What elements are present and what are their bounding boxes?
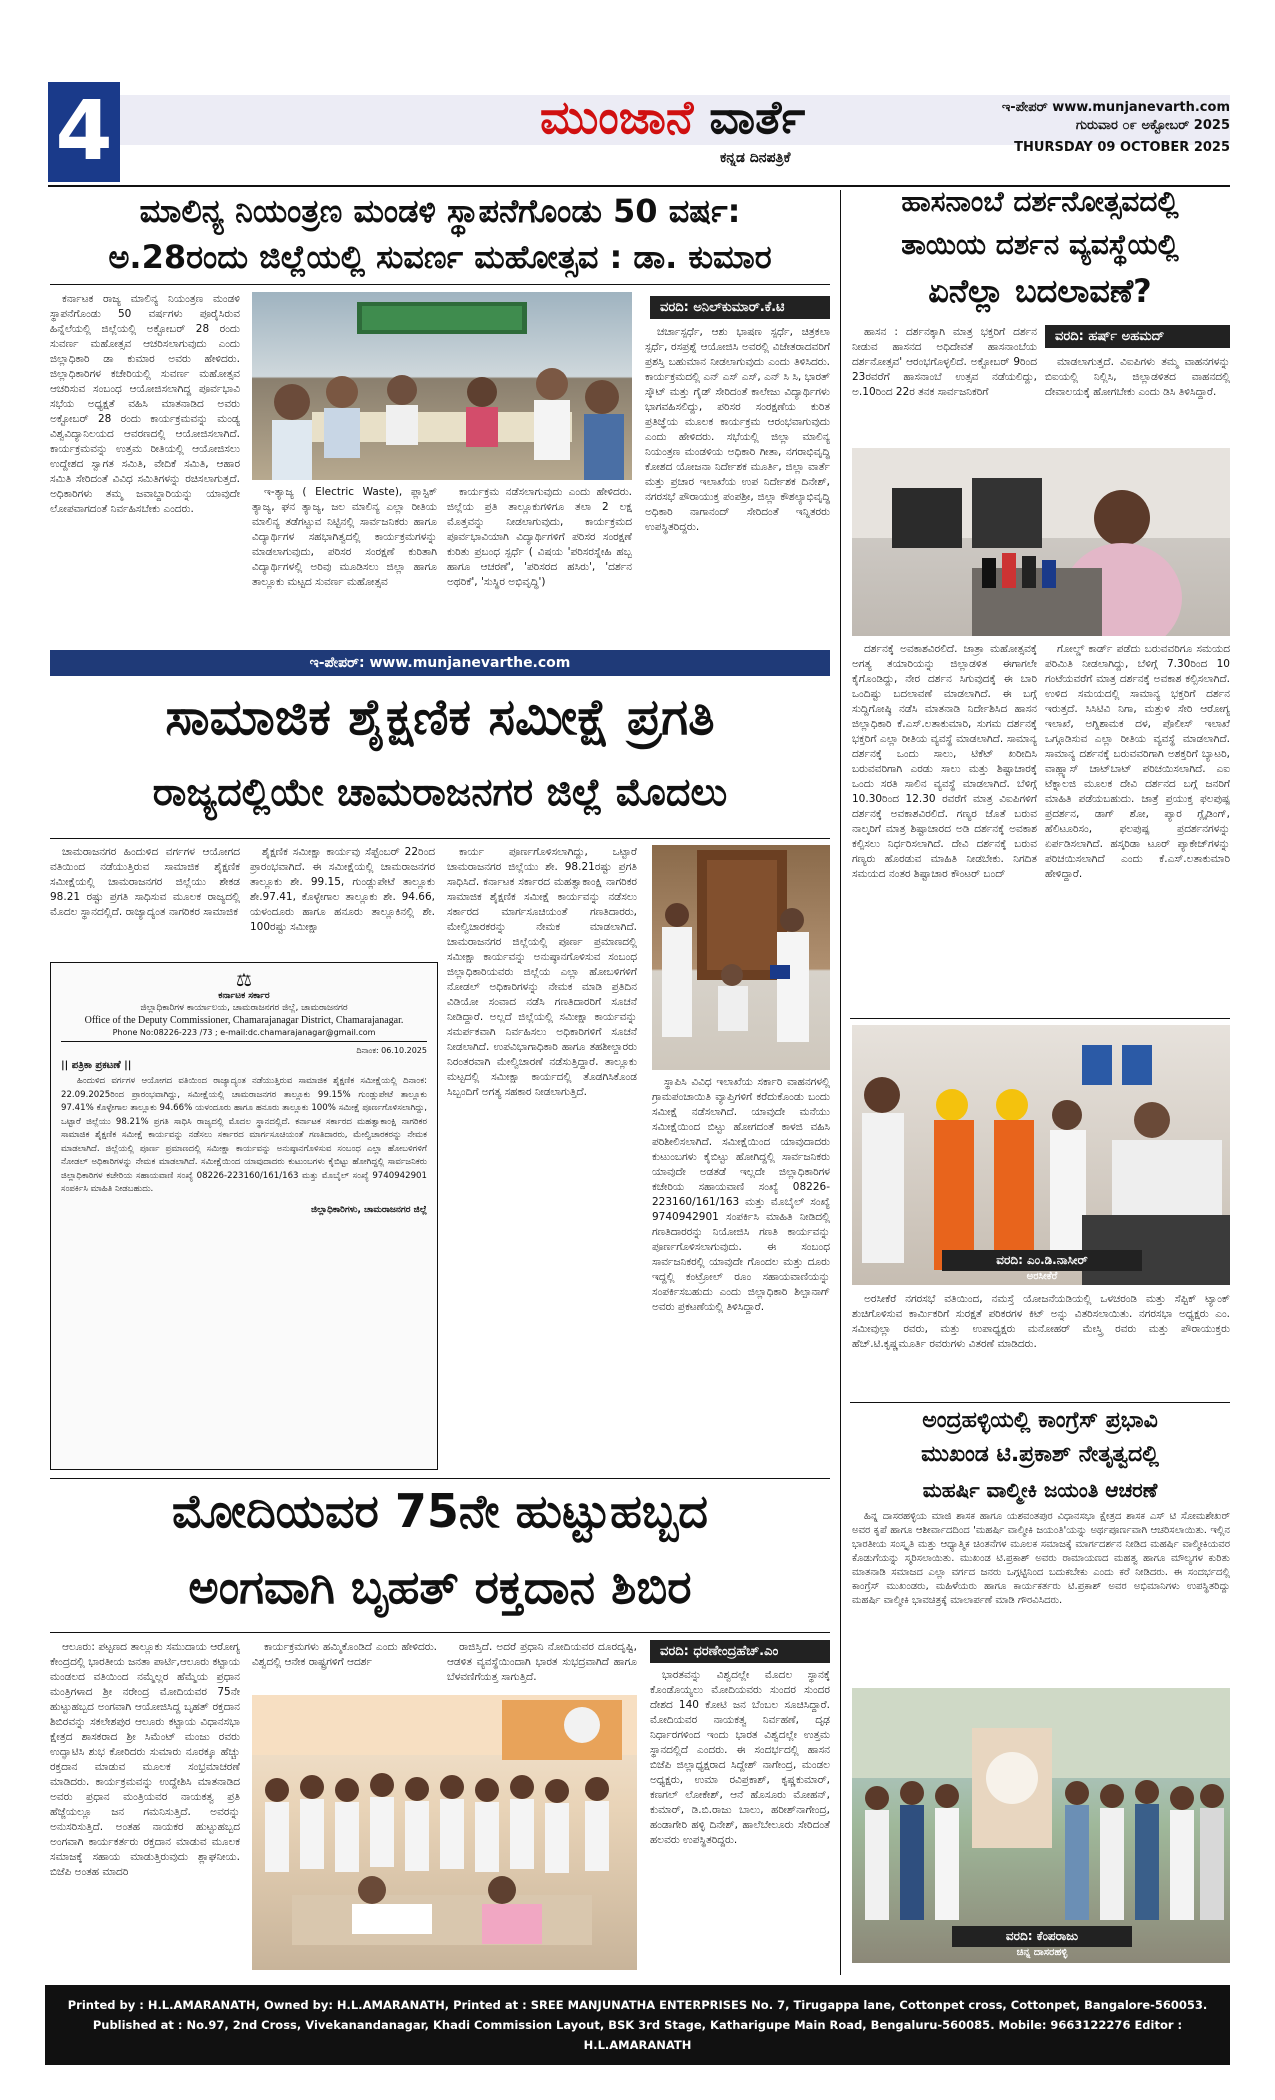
doc-date: ದಿನಾಂಕ: 06.10.2025 [356,1046,427,1055]
article3-headline-line1: ಸಾಮಾಜಿಕ ಶೈಕ್ಷಣಿಕ ಸಮೀಕ್ಷೆ ಪ್ರಗತಿ [165,688,715,746]
article6-headline-line1: ಅಂದ್ರಹಳ್ಳಿಯಲ್ಲಿ ಕಾಂಗ್ರೆಸ್ ಪ್ರಭಾವಿ [922,1408,1158,1433]
article5-col2 [252,1640,437,1690]
press-conference-scene-icon [852,448,1230,636]
article4-body [852,1292,1230,1400]
masthead-tagline: ಕನ್ನಡ ದಿನಪತ್ರಿಕೆ [720,150,791,166]
doc-title: || ಪತ್ರಿಕಾ ಪ್ರಕಟಣೆ || [61,1060,132,1071]
article6-photo-caption [952,1926,1132,1947]
epaper-strip: ಇ-ಪೇಪರ್: www.munjanevarthe.com [50,650,830,676]
page-number: 4 [55,84,113,179]
article3-press-release [50,962,438,1470]
article4-photo-caption [942,1250,1142,1271]
article1-col4-text: ಚರ್ಚಾಸ್ಪರ್ಧೆ, ಆಶು ಭಾಷಣ ಸ್ಪರ್ಧೆ, ಚಿತ್ರಕಲಾ ಸ್ಪರ್ಧೆ, ರಸಪ್ರಶ್ನೆ ಆಯೋಜಿಸಿ ಅವರಲ್ಲಿ ವಿಜೇತರಾದವರಿಗೆ ಪ್ರಶಸ್ತಿ ಬಹುಮಾನ ನೀಡಲಾಗುವುದು ಎಂದು ತಿಳಿಸಿದರು. ಕಾರ್ಯಕ್ರಮದಲ್ಲಿ ಎನ್ ಎಸ್ ಎಸ್, ಎನ್ ಸಿ ಸಿ, ಭಾರತ್ ಸ್ಕೌಟ್ ಮತ್ತು ಗೈಡ್ ಸೇರಿದಂತೆ ಕಾಲೇಜು ವಿದ್ಯಾರ್ಥಿಗಳು ಭಾಗವಹಿಸಲಿದ್ದು, ಪರಿಸರ ಸಂರಕ್ಷಣೆಯ ಕುರಿತ ಪ್ರತಿಜ್ಞೆಯ ಮೂಲಕ ಕಾರ್ಯಕ್ರಮ ಆರಂಭವಾಗುವುದು ಎಂದು ಹೇಳಿದರು. ಸಭೆಯಲ್ಲಿ ಜಿಲ್ಲಾ ಮಾಲಿನ್ಯ ನಿಯಂತ್ರಣ ಮಂಡಳಿಯ ಅಧಿಕಾರಿ ಗೀತಾ, ನಗರಾಭಿವೃದ್ಧಿ ಕೋಶದ ಯೋಜನಾ ನಿರ್ದೇಶಕ ಮೂರ್ತಿ, ಜಿಲ್ಲಾ ವಾರ್ತೆ ಮತ್ತು ಪ್ರಚಾರ ಇಲಾಖೆಯ ಉಪ ನಿರ್ದೇಶಕ ದಿನೇಶ್, ನಗರಸಭೆ ಪೌರಾಯುಕ್ತ ಪಂಪಶ್ರೀ, ಜಿಲ್ಲಾ ಕೌಶಲ್ಯಾಭಿವೃದ್ಧಿ ಅಧಿಕಾರಿ ನಾಗಾನಂದ್ ಸೇರಿದಂತೆ ಇನ್ನಿತರರು ಉಪಸ್ಥಿತರಿದ್ದರು. [645,326,830,533]
article3-survey-photo [652,845,830,1070]
article5-byline: ವರದಿ: ಧರಣೇಂದ್ರಹೆಚ್.ಎಂ [650,1640,830,1663]
article3-col4 [652,1075,830,1475]
right-column-divider [840,190,841,1975]
article1-col3-text: ಕಾರ್ಯಕ್ರಮ ನಡೆಸಲಾಗುವುದು ಎಂದು ಹೇಳಿದರು. ಜಿಲ್ಲೆಯ ಪ್ರತಿ ತಾಲ್ಲೂಕುಗಳಿಗೂ ತಲಾ 2 ಲಕ್ಷ ಮೊತ್ತವನ್ನು ನೀಡಲಾಗುವುದು, ಕಾರ್ಯಕ್ರಮದ ಪೂರ್ವಭಾವಿಯಾಗಿ ವಿದ್ಯಾರ್ಥಿಗಳಿಗೆ ಪರಿಸರ ಸಂರಕ್ಷಣೆ ಕುರಿತು ಪ್ರಬಂಧ ಸ್ಪರ್ಧೆ ( ವಿಷಯ 'ಪರಿಸರಸ್ನೇಹಿ ಹಬ್ಬ ಹಾಗೂ ಆಚರಣೆ', 'ಪರಿಸರದ ಹಸಿರು', 'ದರ್ಶನ ಅಥರಿಕೆ', 'ಸುಸ್ಥಿರ ಅಭಿವೃದ್ಧಿ') [447,486,632,588]
article3-col3-text: ಕಾರ್ಯ ಪೂರ್ಣಗೊಳಿಸಲಾಗಿದ್ದು, ಒಟ್ಟಾರೆ ಚಾಮರಾಜನಗರ ಜಿಲ್ಲೆಯು ಶೇ. 98.21ರಷ್ಟು ಪ್ರಗತಿ ಸಾಧಿಸಿದೆ. ಕರ್ನಾಟಕ ಸರ್ಕಾರದ ಮಹತ್ವಾಕಾಂಕ್ಷಿ ನಾಗರಿಕರ ಸಾಮಾಜಿಕ ಶೈಕ್ಷಣಿಕ ಸಮೀಕ್ಷೆ ಕಾರ್ಯವನ್ನು ನಡೆಸಲು ಸರ್ಕಾರದ ಮಾರ್ಗಸೂಚಿಯಂತೆ ಗಣತಿದಾರರು, ಮೇಲ್ವಿಚಾರಕರನ್ನು ನೇಮಕ ಮಾಡಲಾಗಿದೆ. ಚಾಮರಾಜನಗರ ಜಿಲ್ಲೆಯಲ್ಲಿ ಪೂರ್ಣ ಪ್ರಮಾಣದಲ್ಲಿ ಸಮೀಕ್ಷಾ ಕಾರ್ಯವನ್ನು ಅನುಷ್ಠಾನಗೊಳಿಸುವ ಸಂಬಂಧ ಜಿಲ್ಲಾಧಿಕಾರಿಯವರು ಜಿಲ್ಲೆಯ ಎಲ್ಲಾ ಹೋಬಳಿಗಳಿಗೆ ನೋಡಲ್ ಅಧಿಕಾರಿಗಳನ್ನು ನೇಮಕ ಮಾಡಿ ಪ್ರತಿದಿನ ವಿಡಿಯೋ ಸಂವಾದ ನಡೆಸಿ ಗಣತಿದಾರರಿಗೆ ಸೂಚನೆ ನೀಡಿದ್ದಾರೆ. ಅಲ್ಲದೆ ಜಿಲ್ಲೆಯಲ್ಲಿ ಸಮೀಕ್ಷಾ ಕಾರ್ಯವನ್ನು ಸಮರ್ಪಕವಾಗಿ ನಿರ್ವಹಿಸಲು ಅಧಿಕಾರಿಗಳಿಗೆ ಸೂಚನೆ ನೀಡಲಾಗಿದೆ. ಉಪವಿಭಾಗಾಧಿಕಾರಿ ಹಾಗೂ ತಹಶೀಲ್ದಾರರು ನಿರಂತರವಾಗಿ ಮೇಲ್ವಿಚಾರಣೆ ನಡೆಸುತ್ತಿದ್ದಾರೆ. ತಾಲ್ಲೂಕು ಮಟ್ಟದಲ್ಲಿ ಸಮೀಕ್ಷಾ ಕಾರ್ಯದಲ್ಲಿ ತೊಡಗಿಸಿಕೊಂಡ ಸಿಬ್ಬಂದಿಗೆ ಅಗತ್ಯ ಸಹಕಾರ ನೀಡಲಾಗುತ್ತಿದೆ. [447,846,637,1098]
safety-kit-scene-icon [852,1025,1230,1285]
article2-intro-left [852,325,1037,445]
article3-col1-text: ಚಾಮರಾಜನಗರ ಹಿಂದುಳಿದ ವರ್ಗಗಳ ಆಯೋಗದ ವತಿಯಿಂದ ನಡೆಯುತ್ತಿರುವ ಸಾಮಾಜಿಕ ಶೈಕ್ಷಣಿಕ ಸಮೀಕ್ಷೆಯಲ್ಲಿ ಚಾಮರಾಜನಗರ ಜಿಲ್ಲೆಯು ಶೇಕಡ 98.21 ರಷ್ಟು ಪ್ರಗತಿ ಸಾಧಿಸುವ ಮೂಲಕ ರಾಜ್ಯದಲ್ಲಿ ಮೊದಲ ಸ್ಥಾನದಲ್ಲಿದೆ. ರಾಜ್ಯಾದ್ಯಂತ ನಾಗರಿಕರ ಸಾಮಾಜಿಕ [50,846,240,918]
article4-end-rule [850,1402,1230,1403]
article6-headline-line2: ಮುಖಂಡ ಟಿ.ಪ್ರಕಾಶ್ ನೇತೃತ್ವದಲ್ಲಿ [921,1442,1159,1467]
valmiki-celebration-scene-icon [852,1688,1230,1963]
article6-body-text: ಹಿನ್ನ ದಾಸರಹಳ್ಳಿಯ ಮಾಜಿ ಶಾಸಕ ಹಾಗೂ ಯಶವಂತಪುರ ವಿಧಾನಸಭಾ ಕ್ಷೇತ್ರದ ಶಾಸಕ ಎಸ್ ಟಿ ಸೋಮಶೇಖರ್ ಅವರ ಕೃಪೆ ಹಾಗೂ ಆಶೀರ್ವಾದದಿಂದ 'ಮಹರ್ಷಿ ವಾಲ್ಮೀಕಿ ಜಯಂತಿ'ಯನ್ನು ಅರ್ಥಪೂರ್ಣವಾಗಿ ಆಚರಿಸಲಾಯಿತು. ಇಲ್ಲಿನ ಭಾರತೀಯ ಸಂಸ್ಕೃತಿ ಮತ್ತು ಆಧ್ಯಾತ್ಮಿಕ ಚಿಂತನೆಗಳ ಮೂಲಕ ಸಮಾಜಕ್ಕೆ ಮಾರ್ಗದರ್ಶನ ನೀಡಿದ ಮಹರ್ಷಿ ವಾಲ್ಮೀಕಿಯವರ ಕೊಡುಗೆಯನ್ನು ಸ್ಮರಿಸಲಾಯಿತು. ಮುಖಂಡ ಟಿ.ಪ್ರಕಾಶ್ ಅವರು ರಾಮಾಯಣದ ಮಹತ್ವ ಹಾಗೂ ಮೌಲ್ಯಗಳ ಕುರಿತು ಮಾತನಾಡಿ ಸಮಾಜದ ಎಲ್ಲಾ ವರ್ಗದ ಜನರು ಒಗ್ಗಟ್ಟಿನಿಂದ ಬದುಕಬೇಕು ಎಂದು ಕರೆ ನೀಡಿದರು. ಈ ಸಂದರ್ಭದಲ್ಲಿ ಕಾಂಗ್ರೆಸ್ ಮುಖಂಡರು, ಮಹಿಳೆಯರು ಹಾಗೂ ಕಾರ್ಯಕರ್ತರು ಟಿ.ಪ್ರಕಾಶ್ ಅವರ ಅಭಿಮಾನಿಗಳು ಉಪಸ್ಥಿತರಿದ್ದು ಮಹರ್ಷಿ ವಾಲ್ಮೀಕಿ ಭಾವಚಿತ್ರಕ್ಕೆ ಮಾಲಾರ್ಪಣೆ ಮಾಡಿ ಗೌರವಿಸಿದರು. [852,1511,1230,1606]
article3-headline-rule [50,838,830,839]
survey-doorstep-scene-icon [652,845,830,1070]
article5-col4-text: ಭಾರತವನ್ನು ವಿಶ್ವದಲ್ಲೇ ಮೊದಲ ಸ್ಥಾನಕ್ಕೆ ಕೊಂಡೊಯ್ಯಲು ಮೋದಿಯವರು ಸುಂದರ ಸುಂದರ ದೇಶದ 140 ಕೋಟಿ ಜನ ಬೆಂಬಲ ಸೂಚಿಸಿದ್ದಾರೆ. ಮೋದಿಯವರ ನಾಯಕತ್ವ ನಿರ್ವಹಣೆ, ದೃಢ ನಿರ್ಧಾರಗಳಿಂದ ಇಂದು ಭಾರತ ವಿಶ್ವದಲ್ಲೇ ಉತ್ತಮ ಸ್ಥಾನದಲ್ಲಿದೆ ಎಂದರು. ಈ ಸಂದರ್ಭದಲ್ಲಿ ಹಾಸನ ಬಿಜೆಪಿ ಜಿಲ್ಲಾಧ್ಯಕ್ಷರಾದ ಸಿದ್ದೇಶ್ ನಾಗೇಂದ್ರ, ಮಂಡಲ ಅಧ್ಯಕ್ಷರು, ಉಮಾ ರವಿಪ್ರಕಾಶ್, ಕೃಷ್ಣಕುಮಾರ್, ಕಣಗಲ್ ಲೋಕೇಶ್, ಆನೆ ಹೊಸೂರು ಮೋಹನ್, ಕುಮಾರ್, ಡಿ.ಬಿ.ರಾಜು ಬಾಲು, ಹರೀಶ್‌ನಾಗೇಂದ್ರ, ಹಂಡಾಗೇರಿ ಹಳ್ಳಿ ದಿನೇಶ್, ಹಾಲೆಬೇಲೂರು ಸೇರಿದಂತೆ ಹಲವರು ಉಪಸ್ಥಿತರಿದ್ದರು. [650,1669,830,1846]
meeting-scene-icon [252,292,632,480]
article1-col2 [252,485,437,635]
article5-blood-donation-photo [252,1695,637,1970]
article1-headline-line1: ಮಾಲಿನ್ಯ ನಿಯಂತ್ರಣ ಮಂಡಳಿ ಸ್ಥಾಪನೆಗೊಂಡು 50 ವರ್ಷ: [139,192,741,230]
article5-col2-text: ಕಾರ್ಯಕ್ರಮಗಳು ಹಮ್ಮಿಕೊಂಡಿದೆ ಎಂದು ಹೇಳಿದರು. ವಿಶ್ವದಲ್ಲಿ ಆನೇಕ ರಾಷ್ಟ್ರಗಳಿಗೆ ಆದರ್ಶ [252,1641,437,1668]
doc-body: ಹಿಂದುಳಿದ ವರ್ಗಗಳ ಆಯೋಗದ ವತಿಯಿಂದ ರಾಜ್ಯಾದ್ಯಂತ ನಡೆಯುತ್ತಿರುವ ಸಾಮಾಜಿಕ ಶೈಕ್ಷಣಿಕ ಸಮೀಕ್ಷೆಯಲ್ಲಿ ದಿನಾಂಕ: 22.09.2025ರಿಂದ ಪ್ರಾರಂಭವಾಗಿದ್ದು, ಸಮೀಕ್ಷೆಯಲ್ಲಿ ಚಾಮರಾಜನಗರ ತಾಲ್ಲೂಕು 99.15% ಗುಂಡ್ಲುಪೇಟೆ ತಾಲ್ಲೂಕು 97.41% ಕೊಳ್ಳೇಗಾಲ ತಾಲ್ಲೂಕು 94.66% ಯಳಂದೂರು ಹಾಗೂ ಹನೂರು ತಾಲ್ಲೂಕು 100% ಸಮೀಕ್ಷೆ ಪೂರ್ಣಗೊಳಿಸಲಾಗಿದ್ದು, ಒಟ್ಟಾರೆ ಜಿಲ್ಲೆಯು 98.21% ಪ್ರಗತಿ ಸಾಧಿಸಿ ರಾಜ್ಯದಲ್ಲಿ ಮೊದಲ ಸ್ಥಾನದಲ್ಲಿದೆ. ಕರ್ನಾಟಕ ಸರ್ಕಾರದ ಮಹತ್ವಾಕಾಂಕ್ಷಿ ನಾಗರಿಕರ ಸಾಮಾಜಿಕ ಶೈಕ್ಷಣಿಕ ಸಮೀಕ್ಷೆ ಕಾರ್ಯವನ್ನು ನಡೆಸಲು ಸರ್ಕಾರದ ಮಾರ್ಗಸೂಚಿಯಂತೆ ಗಣತಿದಾರರು, ಮೇಲ್ವಿಚಾರಕರನ್ನು ನೇಮಕ ಮಾಡಲಾಗಿದೆ. ಜಿಲ್ಲೆಯಲ್ಲಿ ಪೂರ್ಣ ಪ್ರಮಾಣದಲ್ಲಿ ಸಮೀಕ್ಷಾ ಕಾರ್ಯವನ್ನು ಅನುಷ್ಠಾನಗೊಳಿಸುವ ಸಂಬಂಧ ಎಲ್ಲಾ ಹೋಬಳಿಗಳಿಗೆ ನೋಡಲ್ ಅಧಿಕಾರಿಗಳನ್ನು ನೇಮಕ ಮಾಡಲಾಗಿದೆ. ಸಮೀಕ್ಷೆಯಿಂದ ಯಾವುದಾದರು ಕುಟುಂಬಗಳು ಕೈಬಿಟ್ಟು ಹೋಗಿದ್ದಲ್ಲಿ ಸಾರ್ವಜನಿಕರು ಜಿಲ್ಲಾಧಿಕಾರಿಗಳ ಕಚೇರಿಯ ಸಹಾಯವಾಣಿ ಸಂಖ್ಯೆ 08226-223160/161/163 ಮತ್ತು ಮೊಬೈಲ್ ಸಂಖ್ಯೆ 9740942901 ಸಂಪರ್ಕಿಸಿ ಮಾಹಿತಿ ನೀಡಬಹುದು. [61,1076,427,1194]
doc-header-kn: ಕರ್ನಾಟಕ ಸರ್ಕಾರ [218,991,270,1001]
article5-headline-rule [50,1632,830,1633]
article4-caption-reporter: ವರದಿ: ಎಂ.ಡಿ.ನಾಸೀರ್ [996,1253,1088,1267]
article2-dc-photo [852,448,1230,636]
emblem-icon: ⚖ [235,970,253,991]
article3-col3 [447,845,637,1475]
article2-col-left-text: ದರ್ಶನಕ್ಕೆ ಅವಕಾಶವಿರಲಿದೆ. ಜಾತ್ರಾ ಮಹೋತ್ಸವಕ್ಕೆ ಅಗತ್ಯ ತಯಾರಿಯನ್ನು ಜಿಲ್ಲಾಡಳಿತ ಈಗಾಗಲೇ ಕೈಗೊಂಡಿದ್ದು, ನೇರ ದರ್ಶನ ಸಿಗುವುದಕ್ಕೆ ಈ ಬಾರಿ ಒಂದಿಷ್ಟು ಬದಲಾವಣೆ ಮಾಡಲಾಗಿದೆ. ಈ ಬಗ್ಗೆ ಸುದ್ದಿಗೋಷ್ಠಿ ನಡೆಸಿ ಮಾತನಾಡಿ ನಿರ್ದೇಶಿಸಿದ ಹಾಸನ ಜಿಲ್ಲಾಧಿಕಾರಿ ಕೆ.ಎಸ್.ಲತಾಕುಮಾರಿ, ಸುಗಮ ದರ್ಶನಕ್ಕೆ ಭಕ್ತರಿಗೆ ಎಲ್ಲಾ ರೀತಿಯ ವ್ಯವಸ್ಥೆ ಮಾಡಲಾಗಿದೆ. ಸಾಮಾನ್ಯ ದರ್ಶನಕ್ಕೆ ಒಂದು ಸಾಲು, ಟಿಕೆಟ್ ಖರೀದಿಸಿ ಬರುವವರಿಗಾಗಿ ಎರಡು ಸಾಲು ಮತ್ತು ಶಿಷ್ಟಾಚಾರಕ್ಕೆ ಒಂದು ಸರತಿ ಸಾಲಿನ ವ್ಯವಸ್ಥೆ ಮಾಡಲಾಗಿದೆ. ಬೆಳಿಗ್ಗೆ 10.30ರಿಂದ 12.30 ರವರೆಗೆ ಮಾತ್ರ ವಿಐಪಿಗಳಿಗೆ ದರ್ಶನಕ್ಕೆ ಅವಕಾಶವಿರಲಿದೆ. ಗಣ್ಯರ ಜೊತೆ ಬರುವ ನಾಲ್ಕರಿಗೆ ಮಾತ್ರ ಶಿಷ್ಟಾಚಾರದ ಅಡಿ ದರ್ಶನಕ್ಕೆ ಅವಕಾಶ ಕಲ್ಪಿಸಲು ನಿರ್ಧರಿಸಲಾಗಿದೆ. ದೇವಿ ದರ್ಶನಕ್ಕೆ ಬರುವ ಗಣ್ಯರು ಹೊರಡುವ ಮಾಹಿತಿ ನೀಡಬೇಕು. ನಿಗದಿತ ಸಮಯದ ನಂತರ ಶಿಷ್ಟಾಚಾರ ಕೌಂಟರ್ ಬಂದ್ [852,643,1037,880]
article2-col-right-text: ಗೋಲ್ಡ್ ಕಾರ್ಡ್ ಪಡೆದು ಬರುವವರಿಗೂ ಸಮಯದ ಪರಿಮಿತಿ ನೀಡಲಾಗಿದ್ದು, ಬೆಳಿಗ್ಗೆ 7.30ರಿಂದ 10 ಗಂಟೆಯವರೆಗೆ ಮಾತ್ರ ದರ್ಶನಕ್ಕೆ ಅವಕಾಶ ಕಲ್ಪಿಸಲಾಗಿದೆ. ಉಳಿದ ಸಮಯದಲ್ಲಿ ಸಾಮಾನ್ಯ ಭಕ್ತರಿಗೆ ದರ್ಶನ ಇರುತ್ತದೆ. ಸಿಸಿಟಿವಿ ನಿಗಾ, ಮತ್ತುಳಿ ಸೇರಿ ಆರೋಗ್ಯ ಇಲಾಖೆ, ಅಗ್ನಿಶಾಮಕ ದಳ, ಪೊಲೀಸ್ ಇಲಾಖೆ ಒಗ್ಗೂಡಿಸುವ ಎಲ್ಲಾ ರೀತಿಯ ವ್ಯವಸ್ಥೆ ಮಾಡಲಾಗಿದೆ. ಸಾಮಾನ್ಯ ದರ್ಶನಕ್ಕೆ ಬರುವವರಿಗಾಗಿ ಅಶಕ್ತರಿಗೆ ಬ್ಯಾಟರಿ, ವಾಹ್ಲ್ಯಾಸ್ ಚಾಟ್‌ಬಾಟ್ ಪರಿಚಯಿಸಲಾಗಿದೆ. ಎಐ ಟೆಕ್ನಾಲಜಿ ಮೂಲಕ ದೇವಿ ದರ್ಶನದ ಬಗ್ಗೆ ಜನರಿಗೆ ಮಾಹಿತಿ ಪಡೆಯಬಹುದು. ಜಾತ್ರೆ ಪ್ರಯುಕ್ತ ಫಲಪುಷ್ಪ ಪ್ರದರ್ಶನ, ಡಾಗ್ ಶೋ, ಪ್ಯಾರ ಗ್ಲೈಡಿಂಗ್, ಹೆಲಿಟೂರಿಸಂ, ಫಲಪುಷ್ಪ ಪ್ರದರ್ಶನಗಳನ್ನು ಏರ್ಪಡಿಸಲಾಗಿದೆ. ಹಸ್ಕರಿಡಾ ಟೂರ್ ಪ್ಯಾಕೇಜ್‌ಗಳನ್ನು ಪರಿಚಯಿಸಲಾಗಿದೆ ಎಂದು ಕೆ.ಎಸ್.ಲತಾಕುಮಾರಿ ಹೇಳಿದ್ದಾರೆ. [1045,643,1230,880]
article6-group-photo [852,1688,1230,1963]
imprint-line2: Published at : No.97, 2nd Cross, Vivekanandanagar, Khadi Commission Layout, BSK 3rd Stage, Katharigupe Main Road, Bengaluru-560085. Mobile: 9663122276 Editor : H.L.AMARANATH [92,2018,1183,2052]
blood-donation-scene-icon [252,1695,637,1970]
article2-headline-line1: ಹಾಸನಾಂಬೆ ದರ್ಶನೋತ್ಸವದಲ್ಲಿ [901,185,1179,218]
article4-caption-place: ಅರಸೀಕೆರೆ [1026,1271,1058,1282]
article6-caption-place: ಚಿನ್ನ ದಾಸರಹಳ್ಳಿ [1016,1947,1068,1958]
article5-col3-text: ರಾಜಿಸ್ತಿದೆ. ಅದರೆ ಪ್ರಧಾನಿ ನೋದಿಯವರ ದೂರದೃಷ್ಟಿ, ಆಡಳಿತ ವ್ಯವಸ್ಥೆಯಿಂದಾಗಿ ಭಾರತ ಸುಭದ್ರವಾಗಿದೆ ಹಾಗೂ ಬೆಳವಣಿಗೆಯತ್ತ ಸಾಗುತ್ತಿದೆ. [447,1641,637,1683]
article5-col4 [650,1668,830,1968]
article5-col3 [447,1640,637,1690]
masthead-name-part1: ಮುಂಜಾನೆ [540,90,694,144]
article3-col2-text: ಶೈಕ್ಷಣಿಕ ಸಮೀಕ್ಷಾ ಕಾರ್ಯವು ಸೆಪ್ಟೆಂಬರ್ 22ರಿಂದ ಪ್ರಾರಂಭವಾಗಿದೆ. ಈ ಸಮೀಕ್ಷೆಯಲ್ಲಿ ಚಾಮರಾಜನಗರ ತಾಲ್ಲೂಕು ಶೇ. 99.15, ಗುಂಡ್ಲುಪೇಟೆ ತಾಲ್ಲೂಕು ಶೇ.97.41, ಕೊಳ್ಳೇಗಾಲ ತಾಲ್ಲೂಕು ಶೇ. 94.66, ಯಳಂದೂರು ಹಾಗೂ ಹನೂರು ತಾಲ್ಲೂಕಿನಲ್ಲಿ ಶೇ. 100ರಷ್ಟು ಸಮೀಕ್ಷಾ [250,846,435,933]
masthead-date-english: THURSDAY 09 OCTOBER 2025 [1014,140,1230,155]
article2-intro-right [1045,355,1230,445]
doc-sign: ಜಿಲ್ಲಾಧಿಕಾರಿಗಳು, ಚಾಮರಾಜನಗರ ಜಿಲ್ಲೆ [310,1204,427,1215]
article2-headline-line3: ಏನೆಲ್ಲಾ ಬದಲಾವಣೆ? [928,272,1152,310]
article2-end-rule [850,1018,1230,1019]
article3-end-rule [50,1478,830,1479]
article5-col1 [50,1640,240,1970]
article1-col3 [447,485,632,635]
article1-col1 [50,292,240,632]
article3-col1 [50,845,240,955]
article2-col-right [1045,642,1230,1012]
article1-col4 [645,325,830,635]
masthead-epaper: ಇ-ಪೇಪರ್ www.munjanevarth.com [1001,100,1230,115]
article5-col1-text: ಆಲೂರು: ಪಟ್ಟಣದ ತಾಲ್ಲೂಕು ಸಮುದಾಯ ಆರೋಗ್ಯ ಕೇಂದ್ರದಲ್ಲಿ ಭಾರತೀಯ ಜನತಾ ಪಾರ್ಟಿ,ಆಲೂರು ಕಟ್ಟಾಯ ಮಂಡಲದ ವತಿಯಿಂದ ನಮ್ಮೆಲ್ಲರ ಹೆಮ್ಮೆಯ ಪ್ರಧಾನ ಮಂತ್ರಿಗಳಾದ ಶ್ರೀ ನರೇಂದ್ರ ಮೋದಿಯವರ 75ನೇ ಹುಟ್ಟುಹಬ್ಬದ ಅಂಗವಾಗಿ ಆಯೋಜಿಸಿದ್ದ ಬೃಹತ್ ರಕ್ತದಾನ ಶಿಬಿರವನ್ನು ಸಕಲೇಶಪುರ ಆಲೂರು ಕಟ್ಟಾಯ ವಿಧಾನಸಭಾ ಕ್ಷೇತ್ರದ ಶಾಸಕರಾದ ಶ್ರೀ ಸಿಮೆಂಟ್ ಮಂಜು ರವರು ಉದ್ಘಾಟಿಸಿ ಶುಭ ಕೋರಿದರು ಸುಮಾರು ನೂರಕ್ಕೂ ಹೆಚ್ಚು ರಕ್ತದಾನ ಮಾಡುವ ಮೂಲಕ ಸಂಭ್ರಮಾಚರಣೆ ಮಾಡಿದರು. ಕಾರ್ಯಕ್ರಮವನ್ನು ಉದ್ದೇಶಿಸಿ ಮಾತನಾಡಿದ ಅವರು ಪ್ರಧಾನ ಮಂತ್ರಿಯವರ ನಾಯಕತ್ವ ಪ್ರತಿ ಹೆಜ್ಜೆಯಲ್ಲೂ ಜನ ಗಮನಿಸುತ್ತಿದೆ. ಅವರನ್ನು ಅನುಸರಿಸುತ್ತಿದೆ. ಅಂತಹ ನಾಯಕರ ಹುಟ್ಟುಹಬ್ಬದ ಅಂಗವಾಗಿ ಕಾರ್ಯಕರ್ತರು ರಕ್ತದಾನ ಮಾಡುವ ಮೂಲಕ ಸಮಾಜಕ್ಕೆ ಸಹಾಯ ಮಾಡುತ್ತಿರುವುದು ಶ್ಲಾಘನೀಯ. ಬಿಜೆಪಿ ಅಂತಹ ಮಾದರಿ [50,1641,240,1878]
article5-headline-line1: ಮೋದಿಯವರ 75ನೇ ಹುಟ್ಟುಹಬ್ಬದ [172,1484,708,1538]
article1-byline: ವರದಿ: ಅನಿಲ್‌ಕುಮಾರ್.ಕೆ.ಟಿ [650,296,830,319]
article1-col1-text: ಕರ್ನಾಟಕ ರಾಜ್ಯ ಮಾಲಿನ್ಯ ನಿಯಂತ್ರಣ ಮಂಡಳಿ ಸ್ಥಾಪನೆಗೊಂಡು 50 ವರ್ಷಗಳು ಪೂರೈಸಿರುವ ಹಿನ್ನೆಲೆಯಲ್ಲಿ ಜಿಲ್ಲೆಯಲ್ಲಿ ಅಕ್ಟೋಬರ್ 28 ರಂದು ಸುವರ್ಣ ಮಹೋತ್ಸವ ಆಚರಿಸಲಾಗುವುದು ಎಂದು ಜಿಲ್ಲಾಧಿಕಾರಿ ಡಾ ಕುಮಾರ ಅವರು ಹೇಳಿದರು. ಜಿಲ್ಲಾಧಿಕಾರಿಗಳ ಕಚೇರಿಯಲ್ಲಿ ಸುವರ್ಣ ಮಹೋತ್ಸವ ಆಚರಿಸುವ ಸಂಬಂಧ ಆಯೋಜಿಸಲಾಗಿದ್ದ ಪೂರ್ವಭಾವಿ ಸಭೆಯ ಅಧ್ಯಕ್ಷತೆ ವಹಿಸಿ ಮಾತನಾಡಿದ ಅವರು ಅಕ್ಟೋಬರ್ 28 ರಂದು ಕಾರ್ಯಕ್ರಮವನ್ನು ಮಂಡ್ಯ ವಿಶ್ವವಿದ್ಯಾನಿಲಯದ ಆವರಣದಲ್ಲಿ ಆಯೋಜಿಸಲಾಗಿದೆ. ಕಾರ್ಯಕ್ರಮವನ್ನು ಉತ್ತಮ ರೀತಿಯಲ್ಲಿ ಆಯೋಜಿಸಲು ಉದ್ದೇಶದ ಸ್ವಾಗತ ಸಮಿತಿ, ವೇದಿಕೆ ಸಮಿತಿ, ಆಹಾರ ಸಮಿತಿ ಸೇರಿದಂತೆ ವಿವಿಧ ಸಮಿತಿಗಳನ್ನು ರಚಿಸಲಾಗುತ್ತದೆ. ಅಧಿಕಾರಿಗಳು ತಮ್ಮ ಜವಾಬ್ದಾರಿಯನ್ನು ಯಾವುದೇ ಲೋಪವಾಗದಂತೆ ನಿರ್ವಹಿಸಬೇಕು ಎಂದರು. [50,293,240,515]
doc-office-en: Office of the Deputy Commissioner, Chamarajanagar District, Chamarajanagar. [84,1015,404,1026]
imprint-line1: Printed by : H.L.AMARANATH, Owned by: H.L.AMARANATH, Printed at : SREE MANJUNATHA ENTERPRISES No. 7, Tirugappa lane, Cottonpet cross, Cottonpet, Bangalore-560053. [67,1998,1208,2012]
masthead-date-kannada: ಗುರುವಾರ ೦೯ ಅಕ್ಟೋಬರ್ 2025 [1075,118,1230,133]
article2-headline-line2: ತಾಯಿಯ ದರ್ಶನ ವ್ಯವಸ್ಥೆಯಲ್ಲಿ [901,228,1179,261]
masthead-title [540,90,805,150]
article3-headline-line2: ರಾಜ್ಯದಲ್ಲಿಯೇ ಚಾಮರಾಜನಗರ ಜಿಲ್ಲೆ ಮೊದಲು [152,770,728,814]
article1-headline-line2: ಅ.28ರಂದು ಜಿಲ್ಲೆಯಲ್ಲಿ ಸುವರ್ಣ ಮಹೋತ್ಸವ : ಡಾ. ಕುಮಾರ [108,238,772,276]
article1-meeting-photo [252,292,632,480]
article4-kit-photo [852,1025,1230,1285]
article5-headline-line2: ಅಂಗವಾಗಿ ಬೃಹತ್ ರಕ್ತದಾನ ಶಿಬಿರ [188,1560,692,1614]
article6-headline-line3: ಮಹರ್ಷಿ ವಾಲ್ಮೀಕಿ ಜಯಂತಿ ಆಚರಣೆ [922,1478,1158,1502]
article6-caption-reporter: ವರದಿ: ಕೆಂಪರಾಜು [1005,1929,1079,1943]
masthead-name-part2: ವಾರ್ತೆ [709,90,806,144]
article2-intro-right-text: ಮಾಡಲಾಗುತ್ತದೆ. ವಿಐಪಿಗಳು ತಮ್ಮ ವಾಹನಗಳನ್ನು ಬಿಐಯಲ್ಲಿ ನಿಲ್ಲಿಸಿ, ಜಿಲ್ಲಾಡಳಿತದ ವಾಹನದಲ್ಲಿ ದೇವಾಲಯಕ್ಕೆ ಹೋಗಬೇಕು ಎಂದು ಡಿಸಿ ತಿಳಿಸಿದ್ದಾರೆ. [1045,356,1230,398]
article3-col2 [250,845,435,955]
article1-col2-text: ಇ-ತ್ಯಾಜ್ಯ ( Electric Waste), ಪ್ಲಾಸ್ಟಿಕ್ ತ್ಯಾಜ್ಯ, ಘನ ತ್ಯಾಜ್ಯ, ಜಲ ಮಾಲಿನ್ಯ ಎಲ್ಲಾ ರೀತಿಯ ಮಾಲಿನ್ಯ ತಡೆಗಟ್ಟುವ ನಿಟ್ಟಿನಲ್ಲಿ ಸಾರ್ವಜನಿಕರು ಹಾಗೂ ವಿದ್ಯಾರ್ಥಿಗಳ ಸಹಭಾಗಿತ್ವದಲ್ಲಿ ಕಾರ್ಯಕ್ರಮಗಳನ್ನು ಮಾಡಲಾಗುವುದು, ಪರಿಸರ ಸಂರಕ್ಷಣೆ ಕುರಿತಾಗಿ ವಿದ್ಯಾರ್ಥಿಗಳಲ್ಲಿ ಅರಿವು ಮೂಡಿಸಲು ಜಿಲ್ಲಾ ಹಾಗೂ ತಾಲ್ಲೂಕು ಮಟ್ಟದ ಸುವರ್ಣ ಮಹೋತ್ಸವ [252,486,437,588]
page-number-box [48,82,120,182]
article2-col-left [852,642,1037,1012]
article6-body [852,1510,1230,1680]
doc-office-kn: ಜಿಲ್ಲಾಧಿಕಾರಿಗಳ ಕಾರ್ಯಾಲಯ, ಚಾಮರಾಜನಗರ ಜಿಲ್ಲೆ, ಚಾಮರಾಜನಗರ [140,1003,348,1013]
article4-body-text: ಅರಸೀಕೆರೆ ನಗರಸಭೆ ವತಿಯಿಂದ, ನಮಸ್ತೆ ಯೋಜನೆಯಡಿಯಲ್ಲಿ ಒಳಚರಂಡಿ ಮತ್ತು ಸೆಪ್ಟಿಕ್ ಟ್ಯಾಂಕ್ ಶುಚಿಗೊಳಿಸುವ ಕಾರ್ಮಿಕರಿಗೆ ಸುರಕ್ಷತೆ ಪರಿಕರಗಳ ಕಿಟ್ ಅನ್ನು ವಿತರಿಸಲಾಯಿತು. ನಗರಸಭಾ ಅಧ್ಯಕ್ಷರು ಎಂ. ಸಮೀವುಲ್ಲಾ ರವರು, ಮತ್ತು ಉಪಾಧ್ಯಕ್ಷರು ಮನೋಹರ್ ಮೇಸ್ತ್ರಿ ರವರು ಮತ್ತು ಪೌರಾಯುಕ್ತರು ಹೆಚ್.ಟಿ.ಕೃಷ್ಣಮೂರ್ತಿ ರವರುಗಳು ವಿತರಣೆ ಮಾಡಿದರು. [852,1293,1230,1350]
imprint-footer [45,1985,1230,2065]
doc-phone: Phone No:08226-223 /73 ; e-mail:dc.chamarajanagar@gmail.com [112,1028,376,1037]
article1-headline-rule [50,284,830,285]
article2-intro-left-text: ಹಾಸನ : ದರ್ಶನಕ್ಕಾಗಿ ಮಾತ್ರ ಭಕ್ತರಿಗೆ ದರ್ಶನ ನೀಡುವ ಹಾಸನದ ಅಧಿದೇವತೆ ಹಾಸನಾಂಬೆಯ ದರ್ಶನೋತ್ಸವ' ಆರಂಭಗೊಳ್ಳಲಿದೆ. ಅಕ್ಟೋಬರ್ 9ರಿಂದ 23ರವರೆಗೆ ಹಾಸನಾಂಬೆ ಉತ್ಸವ ನಡೆಯಲಿದ್ದು, ಅ.10ರಿಂದ 22ರ ತನಕ ಸಾರ್ವಜನಿಕರಿಗೆ [852,326,1037,398]
article3-col4-text: ಸ್ಥಾಪಿಸಿ ವಿವಿಧ ಇಲಾಖೆಯ ಸರ್ಕಾರಿ ವಾಹನಗಳಲ್ಲಿ ಗ್ರಾಮಪಂಚಾಯಿತಿ ವ್ಯಾಪ್ತಿಗಳಿಗೆ ಕರೆದುಕೊಂಡು ಬಂದು ಸಮೀಕ್ಷೆ ನಡೆಸಲಾಗಿದೆ. ಯಾವುದೇ ಮನೆಯು ಸಮೀಕ್ಷೆಯಿಂದ ಬಿಟ್ಟು ಹೋಗದಂತೆ ಕಾಳಜಿ ವಹಿಸಿ ಪರಿಶೀಲಿಸಲಾಗಿದೆ. ಸಮೀಕ್ಷೆಯಿಂದ ಯಾವುದಾದರು ಕುಟುಂಬಗಳು ಕೈಬಿಟ್ಟು ಹೋಗಿದ್ದಲ್ಲಿ ಸಾರ್ವಜನಿಕರು ಯಾವುದೇ ಅಡತಡೆ ಇಲ್ಲದೇ ಜಿಲ್ಲಾಧಿಕಾರಿಗಳ ಕಚೇರಿಯ ಸಹಾಯವಾಣಿ ಸಂಖ್ಯೆ 08226-223160/161/163 ಮತ್ತು ಮೊಬೈಲ್ ಸಂಖ್ಯೆ 9740942901 ಸಂಪರ್ಕಿಸಿ ಮಾಹಿತಿ ನೀಡಿದಲ್ಲಿ ಗಣತಿದಾರರನ್ನು ನಿಯೋಜಿಸಿ ಗಣತಿ ಕಾರ್ಯವನ್ನು ಪೂರ್ಣಗೊಳಿಸಲಾಗುವುದು. ಈ ಸಂಬಂಧ ಸಾರ್ವಜನಿಕರಲ್ಲಿ ಯಾವುದೇ ಗೊಂದಲ ಮತ್ತು ದೂರು ಇದ್ದಲ್ಲಿ ಕಂಟ್ರೋಲ್ ರೂಂ ಸಹಾಯವಾಣಿಯನ್ನು ಸಂಪರ್ಕಿಸಬಹುದು ಎಂದು ಜಿಲ್ಲಾಧಿಕಾರಿ ಶಿಲ್ಪಾನಾಗ್ ಅವರು ಪ್ರಕಟಣೆಯಲ್ಲಿ ತಿಳಿಸಿದ್ದಾರೆ. [652,1076,830,1313]
article2-byline: ವರದಿ: ಹರ್ಷ್ ಅಹಮದ್ [1045,325,1230,348]
